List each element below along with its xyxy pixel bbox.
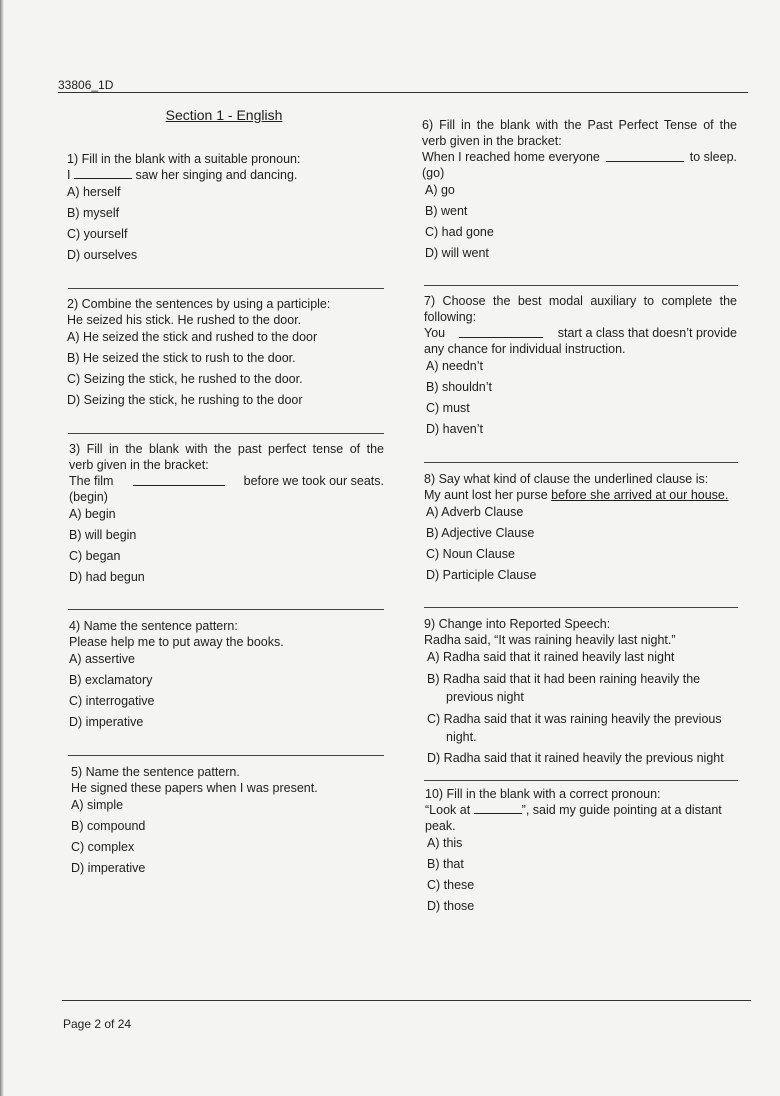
footer-divider bbox=[62, 1000, 751, 1001]
question-6-sentence bbox=[422, 149, 737, 165]
question-1-sentence bbox=[67, 167, 387, 183]
option-b[interactable]: B) He seized the stick to rush to the door. bbox=[67, 351, 296, 365]
option-b[interactable]: B) Adjective Clause bbox=[426, 526, 535, 540]
option-a[interactable]: A) Radha said that it rained heavily last night bbox=[427, 650, 675, 664]
option-c[interactable]: C) began bbox=[69, 549, 121, 563]
question-divider bbox=[424, 462, 738, 463]
answer-blank bbox=[74, 168, 132, 179]
option-b[interactable]: B) shouldn’t bbox=[426, 380, 493, 394]
question-9-stem: 9) Change into Reported Speech: bbox=[424, 617, 611, 631]
option-b[interactable]: B) exclamatory bbox=[69, 673, 153, 687]
question-1-sentence-start: I bbox=[67, 168, 71, 182]
question-8 bbox=[424, 471, 739, 583]
question-3-verb: (begin) bbox=[69, 490, 108, 504]
option-c[interactable]: C) must bbox=[426, 401, 470, 415]
question-divider bbox=[424, 285, 738, 286]
option-b[interactable]: B) that bbox=[427, 857, 464, 871]
option-c[interactable] bbox=[424, 710, 738, 746]
question-9 bbox=[424, 616, 738, 766]
question-4 bbox=[69, 618, 389, 730]
question-1-sentence-end: saw her singing and dancing. bbox=[135, 168, 298, 182]
question-divider bbox=[68, 433, 384, 434]
document-id: 33806_1D bbox=[58, 78, 114, 92]
option-c[interactable]: C) these bbox=[427, 878, 475, 892]
answer-blank bbox=[459, 327, 543, 338]
question-10-sentence bbox=[425, 802, 741, 818]
option-c[interactable]: C) interrogative bbox=[69, 694, 155, 708]
question-7-sentence bbox=[424, 325, 737, 341]
question-5 bbox=[71, 764, 391, 876]
option-d[interactable]: D) imperative bbox=[71, 861, 146, 875]
question-5-sentence: He signed these papers when I was present. bbox=[71, 781, 318, 795]
question-2-stem: 2) Combine the sentences by using a participle: bbox=[67, 297, 331, 311]
question-6 bbox=[422, 117, 737, 261]
question-8-stem: 8) Say what kind of clause the underlined clause is: bbox=[424, 472, 709, 486]
option-d[interactable]: D) haven’t bbox=[426, 422, 483, 436]
question-5-stem: 5) Name the sentence pattern. bbox=[71, 765, 240, 779]
option-a[interactable]: A) begin bbox=[69, 507, 116, 521]
option-b[interactable]: B) compound bbox=[71, 819, 146, 833]
question-3-sentence bbox=[69, 473, 384, 489]
question-9-sentence: Radha said, “It was raining heavily last night.” bbox=[424, 633, 676, 647]
question-1-stem: 1) Fill in the blank with a suitable pronoun: bbox=[67, 152, 301, 166]
option-b[interactable] bbox=[424, 670, 738, 706]
question-7-sentence-start: You bbox=[424, 326, 446, 340]
question-3 bbox=[69, 441, 384, 585]
question-10-sentence-start: “Look at bbox=[425, 803, 471, 817]
option-c[interactable]: C) yourself bbox=[67, 227, 128, 241]
question-7-stem: 7) Choose the best modal auxiliary to complete the bbox=[424, 294, 737, 308]
option-d[interactable]: D) Participle Clause bbox=[426, 568, 537, 582]
answer-blank bbox=[606, 151, 684, 162]
option-a[interactable]: A) assertive bbox=[69, 652, 135, 666]
option-b[interactable]: B) went bbox=[425, 204, 468, 218]
question-7-sentence-cont: any chance for individual instruction. bbox=[424, 342, 626, 356]
question-8-sentence bbox=[424, 487, 739, 503]
option-b[interactable]: B) myself bbox=[67, 206, 120, 220]
section-title: Section 1 - English bbox=[165, 107, 283, 123]
option-a[interactable]: A) this bbox=[427, 836, 463, 850]
option-c[interactable]: C) complex bbox=[71, 840, 135, 854]
question-10-stem: 10) Fill in the blank with a correct pronoun: bbox=[425, 787, 661, 801]
option-c[interactable]: C) Seizing the stick, he rushed to the door. bbox=[67, 372, 303, 386]
option-a[interactable]: A) go bbox=[425, 183, 455, 197]
question-4-sentence: Please help me to put away the books. bbox=[69, 635, 284, 649]
option-d[interactable]: D) had begun bbox=[69, 570, 145, 584]
question-10-sentence-cont: peak. bbox=[425, 819, 456, 833]
option-b-text: B) Radha said that it had been raining heavily the previous night bbox=[427, 672, 701, 704]
question-divider bbox=[424, 607, 738, 608]
option-d[interactable]: D) imperative bbox=[69, 715, 144, 729]
question-6-sentence-end: to sleep. bbox=[689, 150, 737, 164]
option-b[interactable]: B) will begin bbox=[69, 528, 137, 542]
question-6-sentence-start: When I reached home everyone bbox=[422, 150, 600, 164]
question-3-sentence-end: before we took our seats. bbox=[243, 474, 384, 488]
question-6-stem-cont: verb given in the bracket: bbox=[422, 134, 562, 148]
option-a[interactable]: A) He seized the stick and rushed to the door bbox=[67, 330, 318, 344]
option-d[interactable]: D) will went bbox=[425, 246, 489, 260]
question-7 bbox=[424, 293, 737, 437]
question-3-sentence-start: The film bbox=[69, 474, 114, 488]
option-d[interactable]: D) Seizing the stick, he rushing to the door bbox=[67, 393, 303, 407]
question-3-stem-cont: verb given in the bracket: bbox=[69, 458, 209, 472]
question-10 bbox=[425, 786, 741, 914]
option-a[interactable]: A) Adverb Clause bbox=[426, 505, 524, 519]
option-a[interactable]: A) needn’t bbox=[426, 359, 483, 373]
question-3-stem: 3) Fill in the blank with the past perfect tense of the bbox=[69, 442, 384, 456]
header-divider bbox=[58, 92, 748, 93]
option-d[interactable]: D) those bbox=[427, 899, 475, 913]
option-c[interactable]: C) had gone bbox=[425, 225, 494, 239]
question-6-stem: 6) Fill in the blank with the Past Perfect Tense of the bbox=[422, 118, 737, 132]
question-divider bbox=[68, 609, 384, 610]
page-number: Page 2 of 24 bbox=[63, 1017, 132, 1031]
answer-blank bbox=[133, 475, 225, 486]
option-c-text: C) Radha said that it was raining heavily the previous night. bbox=[427, 712, 722, 744]
question-2 bbox=[67, 296, 387, 408]
question-10-sentence-end: ”, said my guide pointing at a distant bbox=[521, 803, 722, 817]
option-c[interactable]: C) Noun Clause bbox=[426, 547, 515, 561]
option-a[interactable]: A) simple bbox=[71, 798, 124, 812]
question-6-verb: (go) bbox=[422, 166, 445, 180]
answer-blank bbox=[474, 803, 522, 814]
question-divider bbox=[424, 780, 738, 781]
question-1 bbox=[67, 151, 387, 263]
scan-edge-shadow bbox=[0, 0, 4, 1096]
question-2-sentence: He seized his stick. He rushed to the door. bbox=[67, 313, 302, 327]
question-4-stem: 4) Name the sentence pattern: bbox=[69, 619, 238, 633]
question-divider bbox=[68, 755, 384, 756]
option-a[interactable]: A) herself bbox=[67, 185, 121, 199]
option-d[interactable]: D) ourselves bbox=[67, 248, 138, 262]
question-8-sentence-start: My aunt lost her purse bbox=[424, 488, 548, 502]
question-7-sentence-end: start a class that doesn’t provide bbox=[557, 326, 737, 340]
underlined-clause: before she arrived at our house. bbox=[551, 488, 729, 502]
question-divider bbox=[68, 288, 384, 289]
option-d[interactable]: D) Radha said that it rained heavily the previous night bbox=[427, 751, 724, 765]
question-7-stem-cont: following: bbox=[424, 310, 477, 324]
